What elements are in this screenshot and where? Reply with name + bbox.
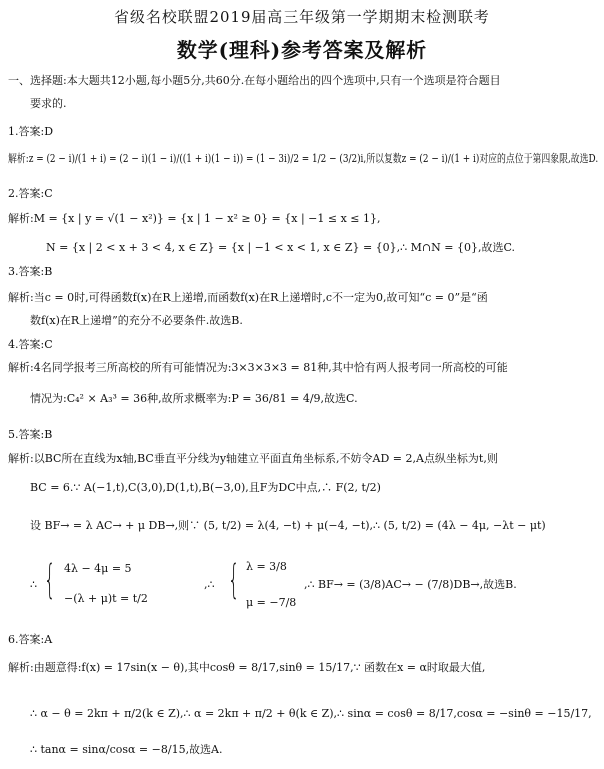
q1-solution: 解析:z = (2 − i)/(1 + i) = (2 − i)(1 − i)/((1 + i)(1 − i)) = (1 − 3i)/2 = 1/2 − (3/2)i,所以复数z = (2 − i)/(1 + i)对应的点位于第四象限,故选D. (8, 152, 599, 165)
q3-answer: 3.答案:B (8, 265, 53, 278)
q6-solution-line2: ∴ α − θ = 2kπ + π/2(k ∈ Z),∴ α = 2kπ + π/2 + θ(k ∈ Z),∴ sinα = cosθ = 8/17,cosα = −sinθ = −15/17, (30, 707, 592, 720)
q2-answer: 2.答案:C (8, 187, 53, 200)
page-title: 省级名校联盟2019届高三年级第一学期期末检测联考 (114, 8, 490, 26)
left-brace: { (44, 557, 56, 603)
q2-solution-line1: 解析:M = {x | y = √(1 − x²)} = {x | 1 − x² ≥ 0} = {x | −1 ≤ x ≤ 1}, (8, 212, 381, 225)
system-left-top: 4λ − 4μ = 5 (64, 562, 132, 575)
q5-solution-line1: 解析:以BC所在直线为x轴,BC垂直平分线为y轴建立平面直角坐标系,不妨令AD = 2,A点纵坐标为t,则 (8, 452, 498, 465)
q6-solution-line3: ∴ tanα = sinα/cosα = −8/15,故选A. (30, 743, 223, 756)
q6-answer: 6.答案:A (8, 633, 53, 646)
system-right-bottom: μ = −7/8 (246, 596, 297, 609)
q4-answer: 4.答案:C (8, 338, 53, 351)
right-brace: { (228, 557, 240, 603)
q3-solution-line1: 解析:当c = 0时,可得函数f(x)在R上递增,而函数f(x)在R上递增时,c不一定为0,故可知“c = 0”是“函 (8, 291, 488, 304)
section-intro: 一、选择题:本大题共12小题,每小题5分,共60分.在每小题给出的四个选项中,只有一个选项是符合题目 (8, 74, 501, 87)
system-tail: ,∴ BF→ = (3/8)AC→ − (7/8)DB→,故选B. (304, 578, 517, 591)
system-right-top: λ = 3/8 (246, 560, 287, 573)
q4-solution-line1: 解析:4名同学报考三所高校的所有可能情况为:3×3×3×3 = 81种,其中恰有两人报考同一所高校的可能 (8, 361, 508, 374)
q3-solution-line2: 数f(x)在R上递增”的充分不必要条件.故选B. (30, 314, 243, 327)
system-left-bottom: −(λ + μ)t = t/2 (64, 592, 148, 605)
q2-solution-line2: N = {x | 2 < x + 3 < 4, x ∈ Z} = {x | −1 < x < 1, x ∈ Z} = {0},∴ M∩N = {0},故选C. (46, 241, 515, 254)
q1-answer: 1.答案:D (8, 125, 54, 138)
q4-solution-line2: 情况为:C₄² × A₃³ = 36种,故所求概率为:P = 36/81 = 4/9,故选C. (30, 392, 358, 405)
q5-solution-line3: 设 BF→ = λ AC→ + μ DB→,则∵ (5, t/2) = λ(4, −t) + μ(−4, −t),∴ (5, t/2) = (4λ − 4μ, −λt − μt) (30, 519, 546, 532)
system-lead: ∴ (30, 578, 37, 591)
section-intro-cont: 要求的. (30, 97, 67, 110)
q5-solution-line2: BC = 6.∵ A(−1,t),C(3,0),D(1,t),B(−3,0),且F为DC中点,∴ F(2, t/2) (30, 481, 381, 494)
q5-answer: 5.答案:B (8, 428, 53, 441)
system-mid: ,∴ (204, 578, 215, 591)
q6-solution-line1: 解析:由题意得:f(x) = 17sin(x − θ),其中cosθ = 8/17,sinθ = 15/17,∵ 函数在x = α时取最大值, (8, 661, 486, 674)
page-subtitle: 数学(理科)参考答案及解析 (176, 38, 428, 62)
